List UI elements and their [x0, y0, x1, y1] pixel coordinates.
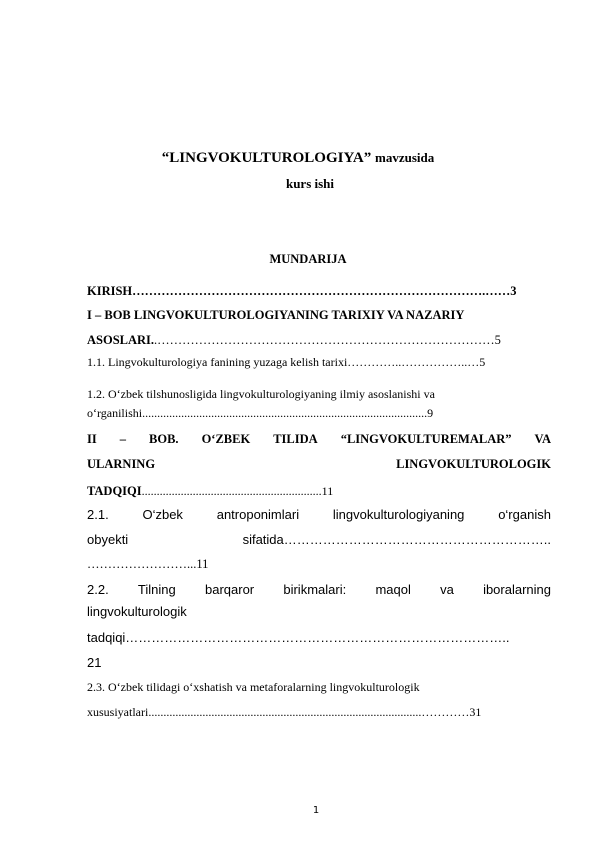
toc-s22-w0: 2.2. — [87, 582, 109, 597]
toc-chapter1-line2 — [87, 331, 551, 349]
toc-section-2-2-page: 21 — [87, 655, 102, 670]
toc-section-2-1-line2 — [87, 532, 551, 547]
toc-ch2-l2-w0: ULARNING — [87, 457, 156, 471]
toc-ch2-w4: TILIDA — [273, 432, 318, 446]
toc-ch2-w1: – — [119, 432, 126, 446]
toc-chapter1-dots: .………………………………………………………………………5 — [154, 333, 501, 347]
toc-kirish: KIRISH………………………………………………………………………….……3 — [87, 284, 517, 298]
toc-ch2-w0: II — [87, 432, 97, 446]
document-subtitle: kurs ishi — [285, 176, 335, 191]
toc-section-2-1-line3: ……………………...11 — [87, 557, 209, 571]
toc-ch2-w5: “LINGVOKULTUREMALAR” — [340, 432, 512, 446]
toc-s22-w4: maqol — [375, 582, 411, 597]
toc-chapter2-line1 — [87, 432, 551, 447]
toc-chapter2-tadqiqi: TADQIQI — [87, 484, 142, 498]
toc-chapter2-line2 — [87, 457, 551, 472]
toc-s21-w1: O‘zbek — [142, 507, 183, 522]
toc-section-2-2-line2: lingvokulturologik — [87, 604, 187, 619]
toc-s22-w6: iboralarning — [483, 582, 551, 597]
toc-ch2-w6: VA — [534, 432, 551, 446]
toc-section-2-3-line1: 2.3. O‘zbek tilidagi o‘xshatish va metaforalarning lingvokulturologik — [87, 680, 420, 694]
toc-s22-w3: birikmalari: — [283, 582, 347, 597]
toc-chapter1-line1: I – BOB LINGVOKULTUROLOGIYANING TARIXIY VA NAZARIY — [87, 308, 465, 322]
toc-s21-w0: 2.1. — [87, 507, 109, 522]
toc-section-1-2-line1: 1.2. O‘zbek tilshunosligida lingvokulturologiyaning ilmiy asoslanishi va — [87, 387, 435, 401]
toc-section-1-2-line2: o‘rganilishi...............................................................................................9 — [87, 406, 434, 420]
page-number: 1 — [312, 805, 320, 816]
toc-s22-w1: Tilning — [137, 582, 176, 597]
contents-heading: MUNDARIJA — [269, 252, 347, 266]
toc-ch2-w3: O‘ZBEK — [201, 432, 251, 446]
toc-ch2-w2: BOB. — [149, 432, 179, 446]
toc-s22-w2: barqaror — [204, 582, 255, 597]
document-title — [0, 150, 596, 167]
toc-chapter2-dots: ............................................................11 — [141, 484, 334, 498]
toc-s21-l2-w1: sifatida…………………………………………………….. — [242, 532, 551, 547]
toc-s21-w3: lingvokulturologiyaning — [332, 507, 465, 522]
title-main: “LINGVOKULTUROLOGIYA” — [161, 150, 372, 166]
toc-s21-w4: o‘rganish — [498, 507, 551, 522]
toc-section-1-1: 1.1. Lingvokulturologiya fanining yuzaga kelish tarixi…………..……………..…5 — [87, 355, 486, 369]
toc-section-2-3-line2: xususiyatlari...........................................................................................…………31 — [87, 705, 482, 719]
toc-s21-l2-w0: obyekti — [87, 532, 129, 547]
toc-s21-w2: antroponimlari — [216, 507, 300, 522]
toc-chapter2-line3 — [87, 482, 551, 500]
toc-ch2-l2-w1: LINGVOKULTUROLOGIK — [396, 457, 551, 471]
toc-section-2-2-line1 — [87, 582, 551, 597]
toc-section-2-2-line3: tadqiqi…………………………………………………………………………….. — [87, 630, 510, 645]
toc-chapter1-asoslari: ASOSLARI. — [87, 333, 155, 347]
toc-section-2-1-line1 — [87, 507, 551, 522]
toc-s22-w5: va — [440, 582, 454, 597]
title-suffix: mavzusida — [375, 150, 435, 165]
